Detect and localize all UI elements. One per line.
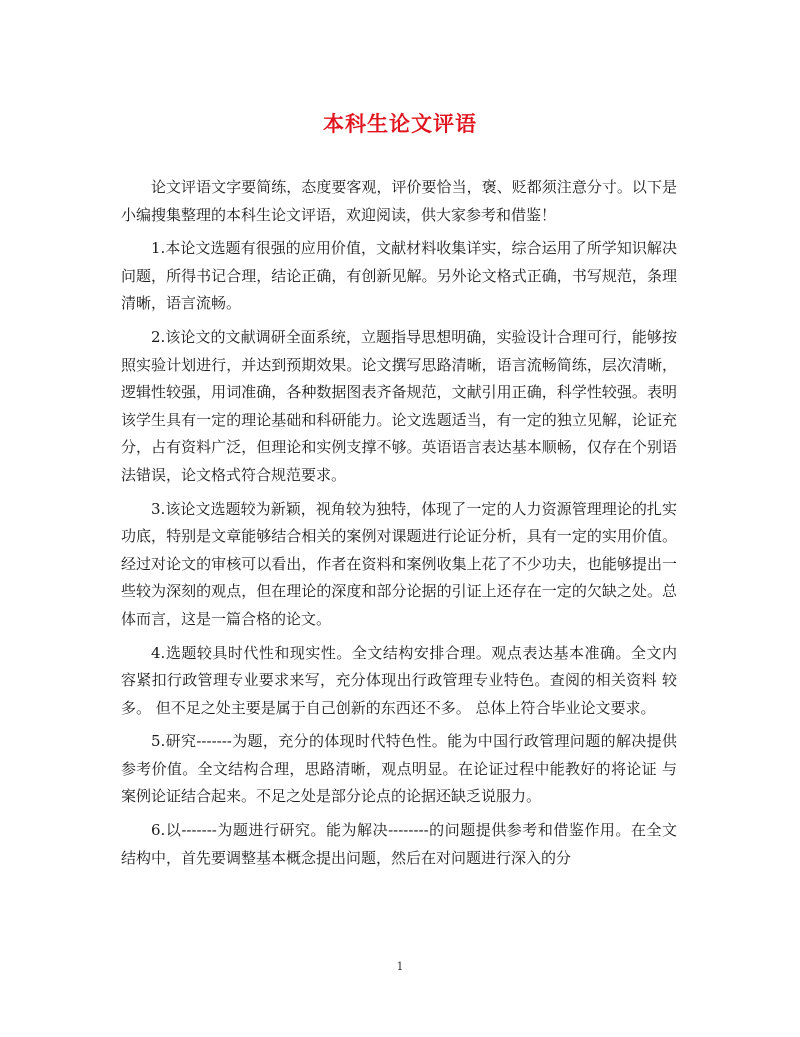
page-number: 1	[396, 960, 404, 973]
comment-paragraph-2: 2.该论文的文献调研全面系统，立题指导思想明确，实验设计合理可行，能够按照实验计划进行，并达到预期效果。论文撰写思路清晰，语言流畅简练，层次清晰，逻辑性较强，用词准确，各种数据图表齐备规范，文献引用正确，科学性较强。表明该学生具有一定的理论基础和科研能力。论文选题适当，有一定的独立见解，论证充分，占有资料广泛，但理论和实例支撑不够。英语语言表达基本顺畅，仅存在个别语法错误，论文格式符合规范要求。	[121, 327, 677, 484]
intro-paragraph: 论文评语文字要简练，态度要客观，评价要恰当，褒、贬都须注意分寸。以下是小编搜集整理的本科生论文评语，欢迎阅读，供大家参考和借鉴！	[121, 178, 677, 224]
comment-paragraph-1: 1.本论文选题有很强的应用价值，文献材料收集详实，综合运用了所学知识解决问题，所得书记合理，结论正确，有创新见解。另外论文格式正确，书写规范，条理清晰，语言流畅。	[121, 239, 677, 313]
comment-paragraph-6: 6.以-------为题进行研究。能为解决--------的问题提供参考和借鉴作用。在全文 结构中，首先要调整基本概念提出问题，然后在对问题进行深入的分	[121, 821, 677, 867]
comment-paragraph-4: 4.选题较具时代性和现实性。全文结构安排合理。观点表达基本准确。全文内 容紧扣行政管理专业要求来写，充分体现出行政管理专业特色。查阅的相关资料 较多。 但不足之处主要是属于自己创新的东西还不多。 总体上符合毕业论文要求。	[121, 643, 677, 717]
document-title: 本科生论文评语	[323, 111, 477, 136]
comment-paragraph-3: 3.该论文选题较为新颖，视角较为独特，体现了一定的人力资源管理理论的扎实功底，特别是文章能够结合相关的案例对课题进行论证分析，具有一定的实用价值。经过对论文的审核可以看出，作者在资料和案例收集上花了不少功夫，也能够提出一些较为深刻的观点，但在理论的深度和部分论据的引证上还存在一定的欠缺之处。总体而言，这是一篇合格的论文。	[121, 499, 677, 628]
comment-paragraph-5: 5.研究-------为题，充分的体现时代特色性。能为中国行政管理问题的解决提供 参考价值。全文结构合理，思路清晰，观点明显。在论证过程中能教好的将论证 与案例论证结合起来。不足之处是部分论点的论据还缺乏说服力。	[121, 732, 677, 806]
document-body	[121, 174, 677, 872]
